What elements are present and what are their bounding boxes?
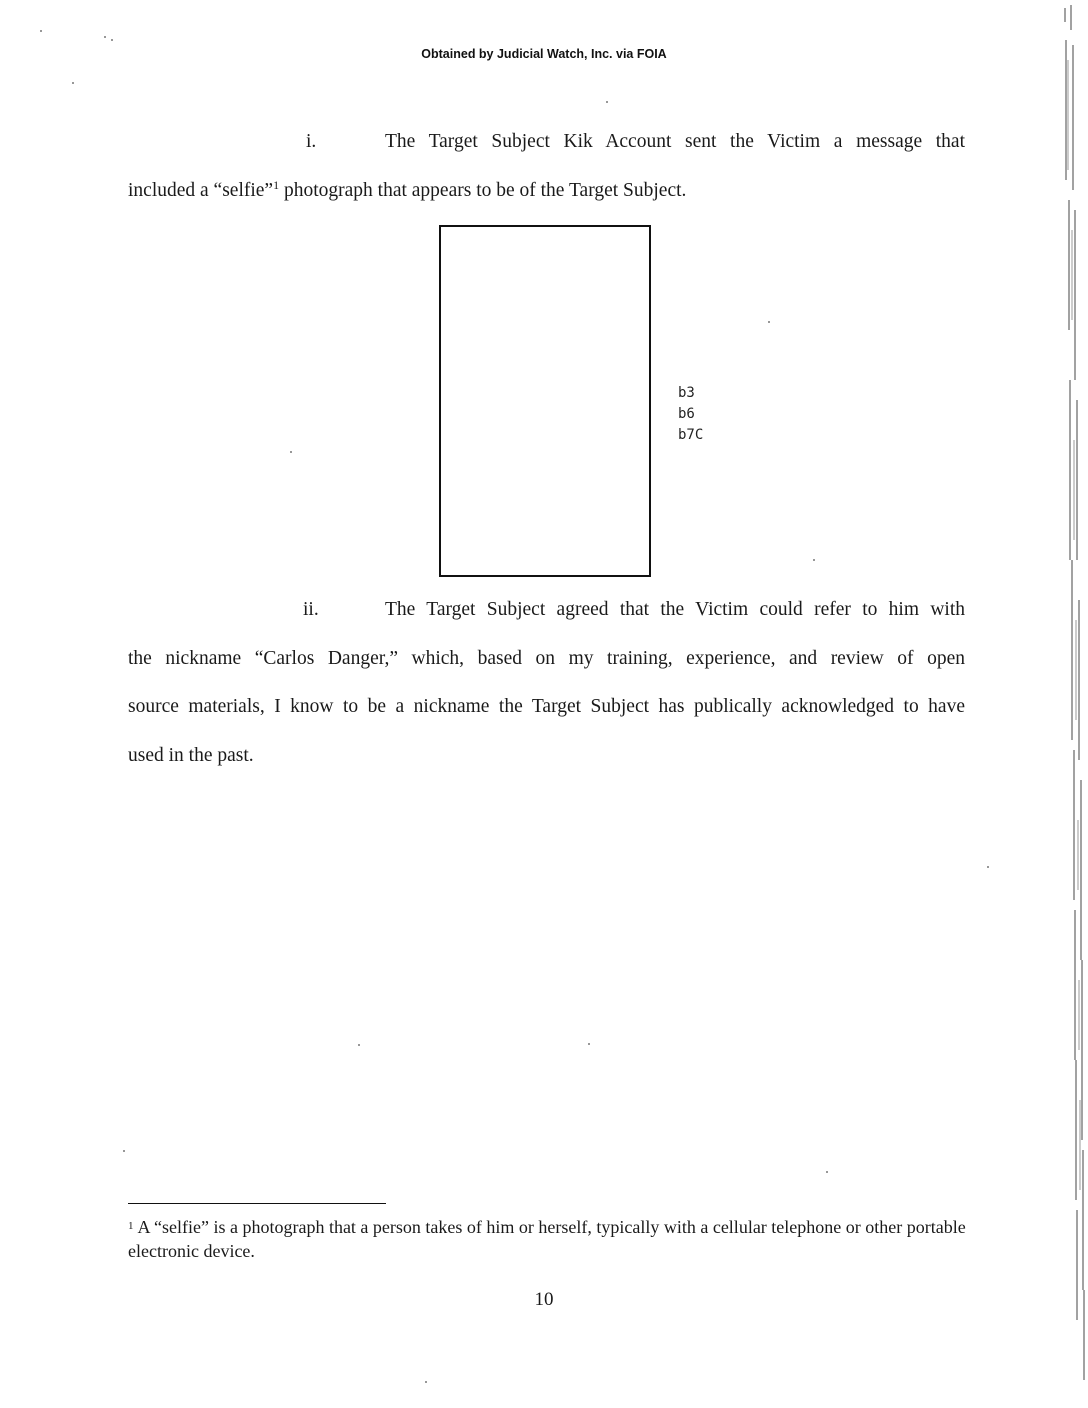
scan-speck: [290, 451, 292, 453]
page-number: 10: [534, 1289, 554, 1310]
scan-speck: [104, 36, 106, 38]
exemption-code: b7C: [678, 427, 704, 443]
paragraph-ii-line-3: source materials, I know to be a nickname the Target Subject has publically acknowledged to have: [128, 696, 965, 717]
scan-speck: [72, 82, 74, 84]
footnote: [128, 1215, 968, 1263]
footnote-reference: 1: [273, 178, 280, 192]
paragraph-ii-marker: ii.: [303, 599, 319, 620]
scan-edge-artifacts: [1028, 0, 1088, 1408]
foia-exemption-codes: [678, 383, 703, 446]
paragraph-i-line-2-end: photograph that appears to be of the Target Subject.: [279, 180, 687, 201]
scan-speck: [111, 39, 113, 41]
scan-speck: [768, 321, 770, 323]
exemption-code: b6: [678, 406, 695, 422]
footnote-mark: 1: [128, 1220, 134, 1232]
scan-speck: [358, 1044, 360, 1046]
scan-speck: [606, 101, 608, 103]
foia-header-stamp: Obtained by Judicial Watch, Inc. via FOIA: [421, 47, 667, 61]
paragraph-ii-line-1: The Target Subject agreed that the Victim could refer to him with: [385, 599, 965, 620]
scan-speck: [987, 866, 989, 868]
paragraph-i-line-2: [128, 180, 686, 202]
redacted-photo-box: [439, 225, 651, 577]
scan-speck: [123, 1150, 125, 1152]
exemption-code: b3: [678, 385, 695, 401]
paragraph-i-line-1: The Target Subject Kik Account sent the Victim a message that: [385, 131, 965, 152]
scan-speck: [588, 1043, 590, 1045]
paragraph-ii-line-4: used in the past.: [128, 745, 254, 766]
scan-speck: [826, 1171, 828, 1173]
paragraph-i-marker: i.: [306, 131, 317, 152]
footnote-separator: [128, 1203, 386, 1204]
footnote-text: A “selfie” is a photograph that a person takes of him or herself, typically with a cellular telephone or other portable electronic device.: [128, 1217, 966, 1261]
paragraph-ii-line-2: the nickname “Carlos Danger,” which, based on my training, experience, and review of open: [128, 648, 965, 669]
scan-speck: [813, 559, 815, 561]
paragraph-i-line-2-start: included a “selfie”: [128, 180, 274, 201]
scan-speck: [40, 30, 42, 32]
scan-speck: [425, 1381, 427, 1383]
